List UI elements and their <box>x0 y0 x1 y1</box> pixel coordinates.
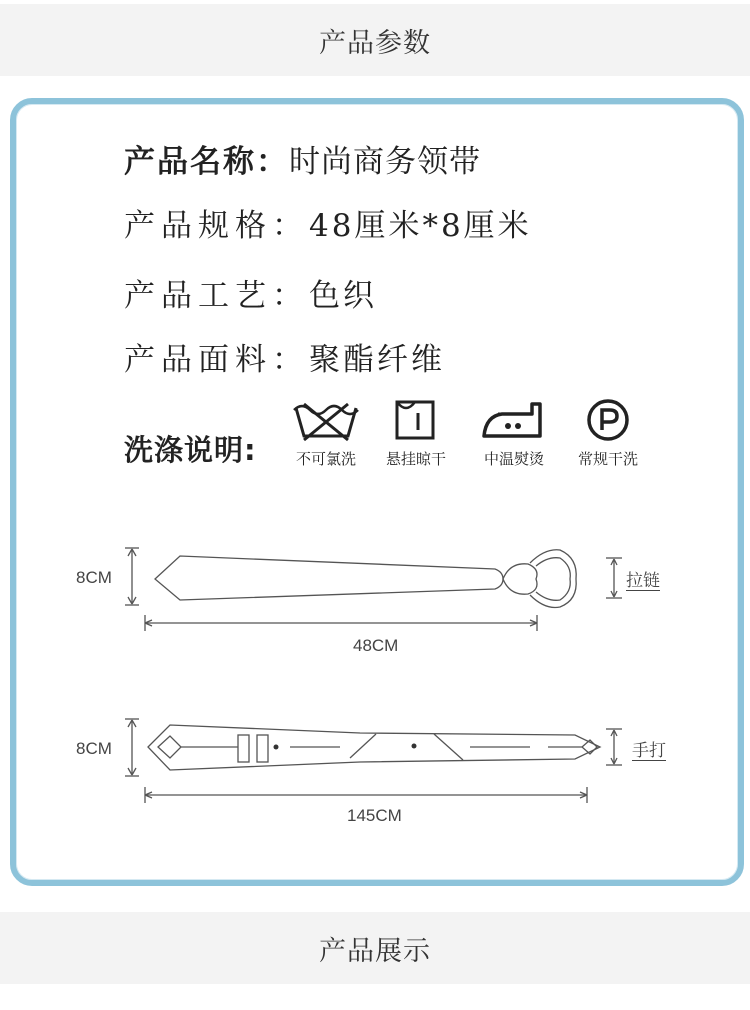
care-label: 不可氯洗 <box>295 450 356 468</box>
zipper-type-label: 拉链 <box>626 571 660 591</box>
hand-type-label: 手打 <box>632 741 666 761</box>
section-header-display <box>0 912 750 984</box>
hand-tie-diagram <box>125 719 622 803</box>
param-value: 48厘米*8厘米 <box>309 208 532 244</box>
param-label: 产品规格： <box>124 208 309 244</box>
param-label: 产品面料： <box>124 342 309 378</box>
param-value: 色织 <box>309 278 377 314</box>
hand-length-label: 145CM <box>347 806 402 825</box>
hand-width-label: 8CM <box>76 739 112 758</box>
care-label: 中温熨烫 <box>483 450 544 468</box>
zipper-width-label: 8CM <box>76 568 112 587</box>
zipper-tie-diagram <box>125 548 622 631</box>
wash-title: 洗涤说明: <box>124 433 257 467</box>
care-label: 悬挂晾干 <box>385 450 446 468</box>
care-label: 常规干洗 <box>577 450 638 468</box>
section-title: 产品展示 <box>319 935 431 967</box>
param-value: 时尚商务领带 <box>289 144 481 180</box>
section-title: 产品参数 <box>319 27 431 59</box>
param-label: 产品工艺： <box>124 278 309 314</box>
param-value: 聚酯纤维 <box>309 342 445 378</box>
param-label: 产品名称： <box>124 144 289 180</box>
zipper-length-label: 48CM <box>353 636 399 655</box>
